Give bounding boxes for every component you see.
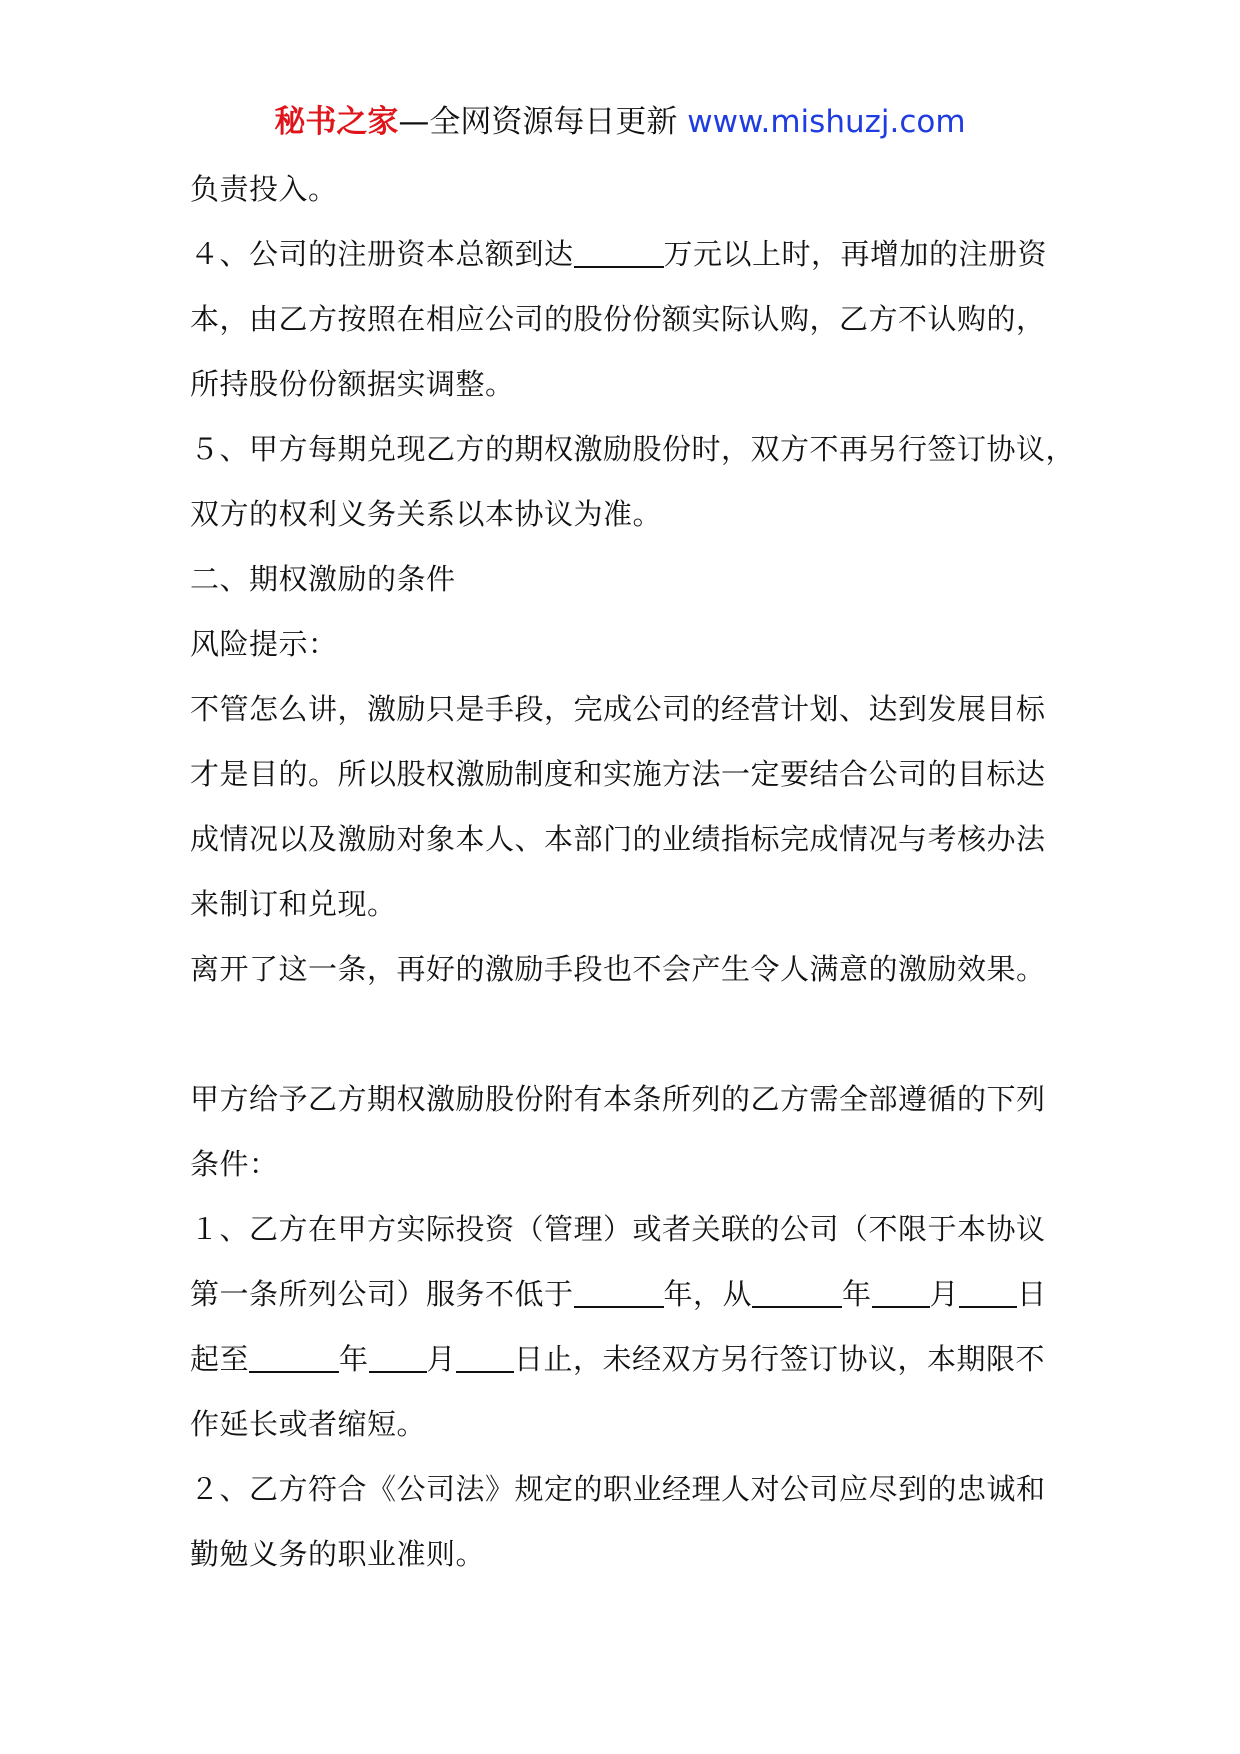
fill-blank-years — [574, 1276, 664, 1308]
fill-blank-start-year — [752, 1276, 842, 1308]
site-url-link[interactable]: www.mishuzj.com — [687, 104, 966, 140]
paragraph-line: １、乙方在甲方实际投资（管理）或者关联的公司（不限于本协议 — [190, 1212, 1046, 1246]
fill-blank-start-month — [872, 1276, 930, 1308]
fill-blank-end-month — [369, 1341, 427, 1373]
fill-blank-start-day — [959, 1276, 1017, 1308]
day-label: 日 — [1017, 1277, 1047, 1311]
paragraph-line: 作延长或者缩短。 — [190, 1407, 427, 1441]
fill-blank-end-day — [456, 1341, 514, 1373]
paragraph-line: ２、乙方符合《公司法》规定的职业经理人对公司应尽到的忠诚和 — [190, 1472, 1046, 1506]
risk-tip-label: 风险提示： — [190, 627, 338, 661]
month-label: 月 — [426, 1342, 457, 1376]
paragraph-line: 成情况以及激励对象本人、本部门的业绩指标完成情况与考核办法 — [190, 822, 1046, 856]
year-label: 年 — [842, 1277, 872, 1311]
paragraph-line: 负责投入。 — [190, 172, 338, 206]
site-slogan: —全网资源每日更新 — [398, 104, 678, 140]
clause-4-text: ４、公司的注册资本总额到达 — [190, 237, 574, 271]
paragraph-line: 双方的权利义务关系以本协议为准。 — [190, 497, 663, 531]
paragraph-line — [190, 1269, 1070, 1334]
section-heading: 二、期权激励的条件 — [190, 562, 456, 596]
clause-1-text: 第一条所列公司）服务不低于 — [190, 1277, 574, 1311]
paragraph-line: 本，由乙方按照在相应公司的股份份额实际认购，乙方不认购的， — [190, 302, 1046, 336]
fill-blank-end-year — [249, 1341, 339, 1373]
paragraph-line: 条件： — [190, 1147, 279, 1181]
paragraph-line: 才是目的。所以股权激励制度和实施方法一定要结合公司的目标达 — [190, 757, 1046, 791]
paragraph-line: 来制订和兑现。 — [190, 887, 397, 921]
paragraph-line: 所持股份份额据实调整。 — [190, 367, 515, 401]
paragraph-line: 勤勉义务的职业准则。 — [190, 1537, 486, 1571]
document-body — [190, 164, 1076, 1594]
clause-4-text-cont: 万元以上时，再增加的注册资 — [663, 237, 1048, 271]
clause-1-text-end: 日止，未经双方另行签订协议，本期限不 — [514, 1342, 1046, 1376]
site-header — [0, 100, 1240, 144]
until-label: 起至 — [190, 1342, 250, 1376]
clause-1-text-from: 年，从 — [663, 1277, 753, 1311]
fill-blank-amount — [574, 236, 664, 268]
paragraph-line: 甲方给予乙方期权激励股份附有本条所列的乙方需全部遵循的下列 — [190, 1082, 1046, 1116]
paragraph-line — [190, 229, 1070, 294]
paragraph-line: 不管怎么讲，激励只是手段，完成公司的经营计划、达到发展目标 — [190, 692, 1046, 726]
month-label: 月 — [929, 1277, 960, 1311]
paragraph-line: 离开了这一条，再好的激励手段也不会产生令人满意的激励效果。 — [190, 952, 1046, 986]
blank-spacer — [190, 1009, 1070, 1074]
paragraph-line: ５、甲方每期兑现乙方的期权激励股份时，双方不再另行签订协议， — [190, 432, 1076, 466]
year-label: 年 — [339, 1342, 369, 1376]
paragraph-line — [190, 1334, 1070, 1399]
site-brand: 秘书之家 — [274, 104, 399, 140]
